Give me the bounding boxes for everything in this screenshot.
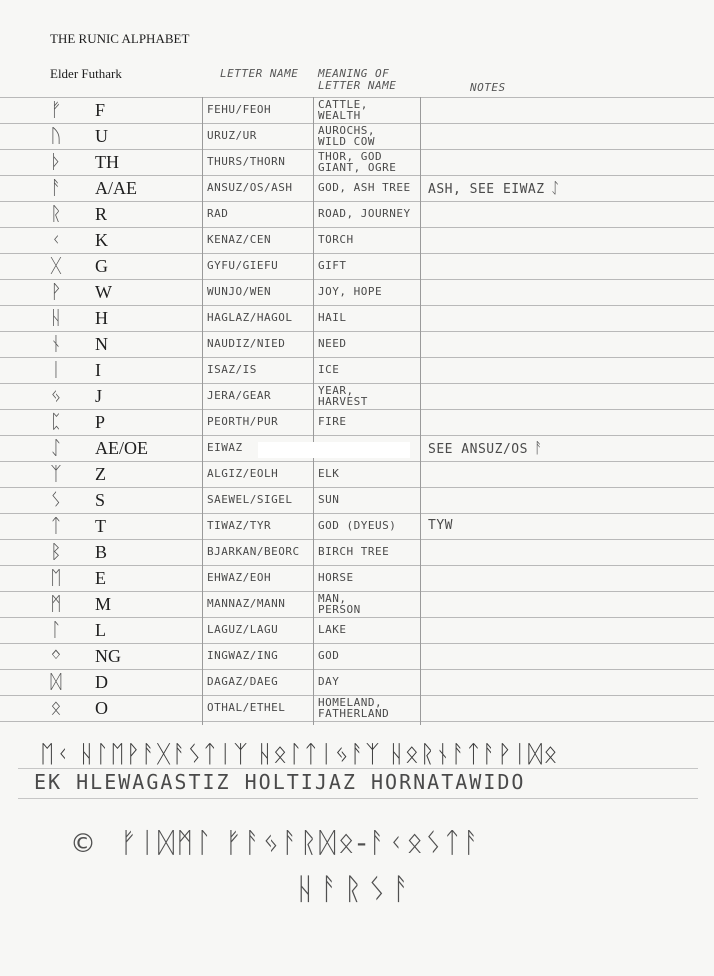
rune-reference-icon: ᛇ xyxy=(550,179,561,197)
letter-name: NAUDIZ/NIED xyxy=(207,337,286,350)
rune-glyph: ᚷ xyxy=(50,255,62,277)
letter-meaning xyxy=(318,149,418,173)
table-row xyxy=(0,669,714,695)
signature-runes-2: ᚺᚨᚱᛊᚨ xyxy=(296,872,416,907)
meaning-line: WILD COW xyxy=(318,135,375,148)
latin-letter: O xyxy=(95,698,108,718)
row-note xyxy=(428,435,543,463)
letter-name: TIWAZ/TYR xyxy=(207,519,272,532)
letter-meaning xyxy=(318,305,418,331)
rune-glyph: ᛜ xyxy=(50,645,62,667)
meaning-line: ICE xyxy=(318,363,340,376)
latin-letter: W xyxy=(95,282,112,302)
latin-letter: N xyxy=(95,334,108,354)
meaning-line: THOR, GOD xyxy=(318,150,383,163)
meaning-line: GOD xyxy=(318,649,340,662)
table-row xyxy=(0,253,714,279)
letter-meaning xyxy=(318,253,418,279)
table-row xyxy=(0,565,714,591)
letter-meaning xyxy=(318,487,418,513)
latin-letter: K xyxy=(95,230,108,250)
letter-name: WUNJO/WEN xyxy=(207,285,272,298)
rune-glyph: ᚾ xyxy=(50,333,62,355)
letter-name: HAGLAZ/HAGOL xyxy=(207,311,293,324)
latin-letter: D xyxy=(95,672,108,692)
letter-name: THURS/THORN xyxy=(207,155,286,168)
letter-name: PEORTH/PUR xyxy=(207,415,279,428)
letter-name: ISAZ/IS xyxy=(207,363,257,376)
meaning-line: PERSON xyxy=(318,603,361,616)
letter-meaning xyxy=(318,643,418,669)
latin-letter: A/AE xyxy=(95,178,137,198)
table-row xyxy=(0,461,714,487)
table-row xyxy=(0,539,714,565)
signature-line-1 xyxy=(70,826,481,859)
redaction-patch xyxy=(258,442,410,458)
meaning-line: DAY xyxy=(318,675,340,688)
letter-name: KENAZ/CEN xyxy=(207,233,272,246)
meaning-line: HOMELAND, xyxy=(318,696,383,709)
rune-glyph: ᚲ xyxy=(50,229,62,251)
meaning-line: TORCH xyxy=(318,233,354,246)
rune-glyph: ᛇ xyxy=(50,437,62,459)
header-notes: NOTES xyxy=(470,81,506,94)
meaning-line: ELK xyxy=(318,467,340,480)
meaning-line: BIRCH TREE xyxy=(318,545,390,558)
meaning-line: HORSE xyxy=(318,571,354,584)
table-row xyxy=(0,97,714,123)
letter-meaning xyxy=(318,383,418,407)
meaning-line: HARVEST xyxy=(318,395,368,408)
header-meaning: MEANING OF LETTER NAME xyxy=(318,67,397,92)
letter-meaning xyxy=(318,227,418,253)
rune-glyph: ᛞ xyxy=(50,671,62,693)
letter-name: EHWAZ/EOH xyxy=(207,571,272,584)
letter-name: FEHU/FEOH xyxy=(207,103,272,116)
table-row xyxy=(0,383,714,409)
table-row xyxy=(0,591,714,617)
meaning-line: GOD, ASH TREE xyxy=(318,181,411,194)
letter-name: EIWAZ xyxy=(207,441,243,454)
table-row xyxy=(0,487,714,513)
copyright-icon: © xyxy=(70,829,98,859)
meaning-line: GOD (DYEUS) xyxy=(318,519,397,532)
letter-name: BJARKAN/BEORC xyxy=(207,545,300,558)
letter-name: OTHAL/ETHEL xyxy=(207,701,286,714)
meaning-line: NEED xyxy=(318,337,347,350)
letter-meaning xyxy=(318,201,418,227)
table-row xyxy=(0,695,714,721)
header-letter-name: LETTER NAME xyxy=(220,67,299,80)
rune-reference-icon: ᚨ xyxy=(533,439,544,457)
latin-letter: B xyxy=(95,542,108,562)
meaning-line: HAIL xyxy=(318,311,347,324)
rune-glyph: ᛟ xyxy=(50,697,62,719)
rune-glyph: ᛗ xyxy=(50,593,62,615)
letter-name: MANNAZ/MANN xyxy=(207,597,286,610)
letter-name: GYFU/GIEFU xyxy=(207,259,279,272)
meaning-line: MAN, xyxy=(318,592,347,605)
meaning-line: SUN xyxy=(318,493,340,506)
latin-letter: M xyxy=(95,594,112,614)
letter-meaning xyxy=(318,539,418,565)
letter-name: DAGAZ/DAEG xyxy=(207,675,279,688)
document-title: THE RUNIC ALPHABET xyxy=(50,31,190,46)
letter-meaning xyxy=(318,695,418,719)
meaning-line: CATTLE, xyxy=(318,98,368,111)
letter-meaning xyxy=(318,513,418,539)
meaning-line: AUROCHS, xyxy=(318,124,375,137)
latin-letter: P xyxy=(95,412,106,432)
letter-meaning xyxy=(318,591,418,615)
rune-glyph: ᚦ xyxy=(50,151,62,173)
meaning-line: GIFT xyxy=(318,259,347,272)
rune-glyph: ᚢ xyxy=(50,125,62,147)
latin-letter: J xyxy=(95,386,103,406)
table-row xyxy=(0,149,714,175)
note-text: TYW xyxy=(428,518,453,533)
rune-glyph: ᛚ xyxy=(50,619,62,641)
meaning-line: GIANT, OGRE xyxy=(318,161,397,174)
meaning-line: ROAD, JOURNEY xyxy=(318,207,411,220)
latin-letter: H xyxy=(95,308,108,328)
letter-meaning xyxy=(318,97,418,121)
letter-name: LAGUZ/LAGU xyxy=(207,623,279,636)
latin-letter: T xyxy=(95,516,106,536)
note-text: SEE ANSUZ/OS xyxy=(428,442,528,457)
rune-glyph: ᚱ xyxy=(50,203,62,225)
letter-meaning xyxy=(318,461,418,487)
latin-letter: R xyxy=(95,204,108,224)
letter-name: ALGIZ/EOLH xyxy=(207,467,279,480)
latin-letter: G xyxy=(95,256,108,276)
letter-name: INGWAZ/ING xyxy=(207,649,279,662)
table-rule xyxy=(0,721,714,722)
latin-letter: I xyxy=(95,360,101,380)
guide-line xyxy=(18,798,698,799)
rune-glyph: ᚠ xyxy=(50,99,62,121)
rune-glyph: ᛒ xyxy=(50,541,62,563)
guide-line xyxy=(18,768,698,769)
latin-letter: NG xyxy=(95,646,121,666)
table-row xyxy=(0,357,714,383)
letter-meaning xyxy=(318,331,418,357)
latin-letter: S xyxy=(95,490,106,510)
rune-glyph: ᚹ xyxy=(50,281,62,303)
latin-letter: L xyxy=(95,620,106,640)
meaning-line: LAKE xyxy=(318,623,347,636)
latin-letter: AE/OE xyxy=(95,438,148,458)
meaning-line: JOY, HOPE xyxy=(318,285,383,298)
meaning-line: WEALTH xyxy=(318,109,361,122)
letter-name: ANSUZ/OS/ASH xyxy=(207,181,293,194)
inscription-transliteration: EK HLEWAGASTIZ HOLTIJAZ HORNATAWIDO xyxy=(34,770,526,794)
table-row xyxy=(0,305,714,331)
table-row xyxy=(0,617,714,643)
rune-glyph: ᚨ xyxy=(50,177,62,199)
rune-glyph: ᛏ xyxy=(50,515,62,537)
letter-meaning xyxy=(318,617,418,643)
row-note xyxy=(428,175,560,203)
inscription-runes: ᛖᚲ ᚺᛚᛖᚹᚨᚷᚨᛊᛏᛁᛉ ᚺᛟᛚᛏᛁᛃᚨᛉ ᚺᛟᚱᚾᚨᛏᚨᚹᛁᛞᛟ xyxy=(40,740,559,768)
table-row xyxy=(0,409,714,435)
letter-meaning xyxy=(318,409,418,435)
meaning-line: FIRE xyxy=(318,415,347,428)
letter-name: JERA/GEAR xyxy=(207,389,272,402)
rune-glyph: ᛁ xyxy=(50,359,62,381)
rune-glyph: ᛃ xyxy=(50,385,62,407)
rune-glyph: ᚺ xyxy=(50,307,62,329)
rune-glyph: ᛊ xyxy=(50,489,62,511)
table-row xyxy=(0,227,714,253)
latin-letter: F xyxy=(95,100,106,120)
letter-meaning xyxy=(318,123,418,147)
letter-meaning xyxy=(318,565,418,591)
table-row xyxy=(0,331,714,357)
signature-runes-1: ᚠᛁᛞᛗᛚ ᚠᚨᛃᚨᚱᛞᛟ-ᚨᚲᛟᛊᛏᚨ xyxy=(120,826,482,859)
letter-meaning xyxy=(318,279,418,305)
latin-letter: Z xyxy=(95,464,106,484)
table-row xyxy=(0,123,714,149)
meaning-line: YEAR, xyxy=(318,384,354,397)
rune-glyph: ᛉ xyxy=(50,463,62,485)
table-row xyxy=(0,175,714,201)
letter-name: URUZ/UR xyxy=(207,129,257,142)
letter-meaning xyxy=(318,175,418,201)
latin-letter: E xyxy=(95,568,106,588)
rune-glyph: ᛖ xyxy=(50,567,62,589)
latin-letter: U xyxy=(95,126,108,146)
document-subtitle: Elder Futhark xyxy=(50,66,122,81)
rune-glyph: ᛈ xyxy=(50,411,62,433)
letter-meaning xyxy=(318,669,418,695)
table-row xyxy=(0,201,714,227)
table-row xyxy=(0,513,714,539)
latin-letter: TH xyxy=(95,152,119,172)
table-row xyxy=(0,643,714,669)
meaning-line: FATHERLAND xyxy=(318,707,390,720)
table-row xyxy=(0,279,714,305)
letter-name: SAEWEL/SIGEL xyxy=(207,493,293,506)
letter-meaning xyxy=(318,357,418,383)
letter-name: RAD xyxy=(207,207,229,220)
note-text: ASH, SEE EIWAZ xyxy=(428,182,545,197)
row-note xyxy=(428,513,453,539)
